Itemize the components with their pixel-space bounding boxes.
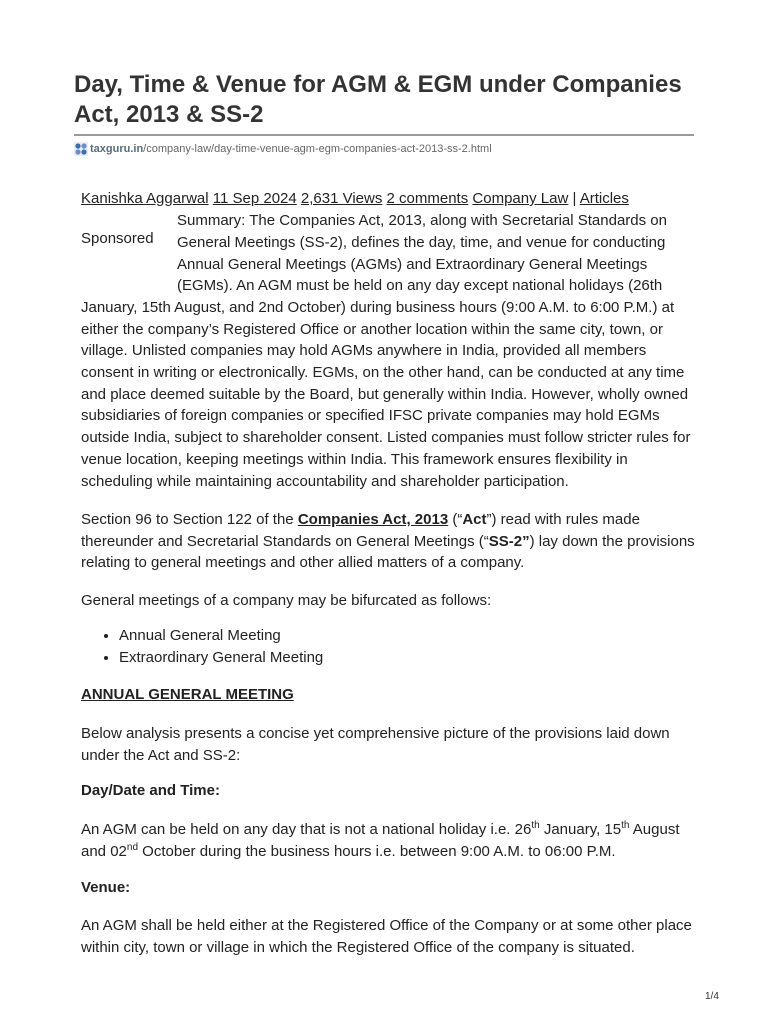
venue-heading: Venue: — [81, 879, 131, 896]
source-url[interactable] — [74, 141, 492, 157]
comments-link[interactable]: 2 comments — [386, 190, 469, 207]
day-time-heading: Day/Date and Time: — [81, 782, 220, 799]
source-path: /company-law/day-time-venue-agm-egm-companies-act-2013-ss-2.html — [143, 143, 492, 155]
ordinal-suffix: th — [621, 820, 630, 831]
ordinal-suffix: nd — [126, 841, 139, 853]
summary-line: either the company’s Registered Office or another location within the same city, town, or — [81, 321, 663, 338]
section-text: (“ — [448, 511, 463, 528]
list-item: • Extraordinary General Meeting — [119, 647, 323, 669]
summary-line: Annual General Meetings (AGMs) and Extraordinary General Meetings — [177, 256, 648, 273]
section-text: Section 96 to Section 122 of the — [81, 511, 298, 528]
site-favicon-icon — [74, 142, 88, 156]
views-link[interactable]: 2,631 Views — [300, 190, 383, 207]
summary-line: scheduling while maintaining accountability and shareholder participation. — [81, 473, 569, 490]
companies-act-link[interactable]: Companies Act, 2013 — [297, 511, 449, 528]
bifurcate-paragraph: General meetings of a company may be bifurcated as follows: — [81, 592, 492, 609]
summary-line: Summary: The Companies Act, 2013, along with Secretarial Standards on — [177, 212, 667, 229]
meta-separator: | — [572, 190, 577, 207]
section-paragraph — [81, 509, 695, 574]
section-text: ” — [522, 532, 530, 550]
source-domain: taxguru.in — [90, 143, 144, 155]
section-text: ) lay down the provisions relating to general meetings and other allied matters of a company. — [81, 532, 695, 572]
summary-line: subsidiaries of foreign companies or specified IFSC private companies may hold EGMs — [81, 407, 660, 424]
summary-line: January, 15th August, and 2nd October) during business hours (9:00 A.M. to 6:00 P.M.) at — [81, 299, 675, 316]
summary-line: and place deemed suitable by the Board, but generally within India. However, wholly owned — [81, 386, 689, 403]
page-number: 1/4 — [705, 991, 719, 1002]
day-text: August and 02 — [81, 821, 680, 860]
list-item: • Annual General Meeting — [119, 625, 323, 647]
summary-line: venue location, keeping meetings within India. This framework ensures flexibility in — [81, 451, 628, 468]
sponsored-label: Sponsored — [81, 230, 154, 247]
article-meta — [81, 189, 629, 209]
summary-line: General Meetings (SS-2), defines the day, time, and venue for conducting — [177, 234, 666, 251]
section-link[interactable]: Articles — [579, 190, 629, 207]
author-link[interactable]: Kanishka Aggarwal — [81, 190, 209, 207]
section-text: ”) read with rules made thereunder and Secretarial Standards on General Meetings (“ — [81, 511, 640, 550]
analysis-paragraph: Below analysis presents a concise yet comprehensive picture of the provisions laid down under the Act and SS-2: — [81, 725, 670, 764]
agm-heading: ANNUAL GENERAL MEETING — [81, 686, 294, 703]
ordinal-suffix: th — [531, 820, 540, 831]
article-title: Day, Time & Venue for AGM & EGM under Companies Act, 2013 & SS-2 — [74, 71, 682, 128]
day-text: January, 15 — [539, 821, 622, 838]
venue-paragraph: An AGM shall be held either at the Registered Office of the Company or at some other place within city, town or village in which the Registered Office of the company is situated. — [81, 917, 692, 956]
day-text: An AGM can be held on any day that is not a national holiday i.e. 26 — [81, 821, 532, 838]
summary-line: consent in writing or electronically. EGMs, on the other hand, can be conducted at any time — [81, 364, 685, 381]
title-divider — [74, 134, 694, 136]
summary-line: (EGMs). An AGM must be held on any day except national holidays (26th — [177, 277, 663, 294]
summary-line: village. Unlisted companies may hold AGMs anywhere in India, provided all members — [81, 342, 647, 359]
day-time-paragraph — [81, 819, 695, 862]
date-link[interactable]: 11 Sep 2024 — [212, 190, 297, 207]
meeting-types-list — [81, 625, 323, 669]
summary-line: outside India, subject to shareholder consent. Listed companies must follow stricter rules for — [81, 429, 691, 446]
ss2-term: SS-2 — [488, 532, 523, 550]
category-link[interactable]: Company Law — [472, 190, 569, 207]
day-text: October during the business hours i.e. between 9:00 A.M. to 06:00 P.M. — [138, 842, 616, 860]
act-term: Act — [462, 511, 487, 528]
